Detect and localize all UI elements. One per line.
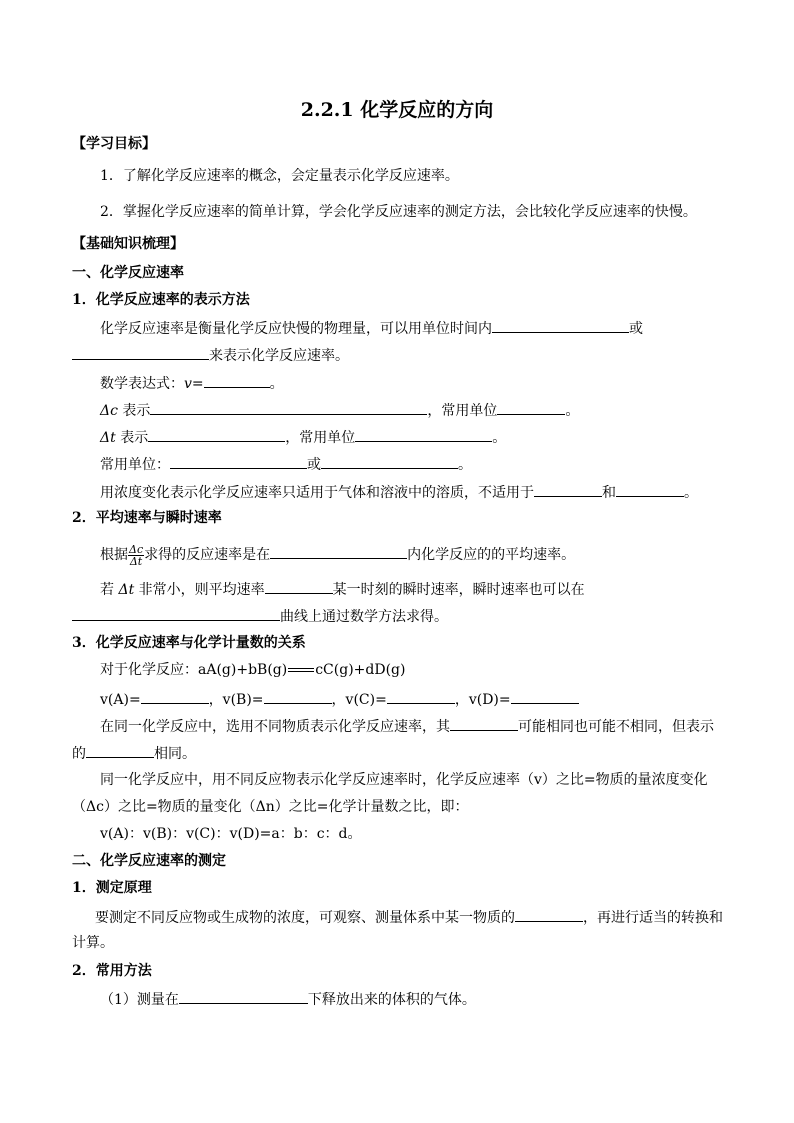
fill-blank[interactable] bbox=[265, 578, 333, 594]
fill-blank[interactable] bbox=[270, 543, 407, 559]
reaction-equation bbox=[100, 660, 405, 680]
text: 对于化学反应： bbox=[100, 662, 198, 678]
objective-2: 2．掌握化学反应速率的简单计算，学会化学反应速率的测定方法，会比较化学反应速率的快慢。 bbox=[100, 204, 697, 220]
heading-2-2: 2．常用方法 bbox=[72, 963, 152, 979]
paragraph-principle-cont: 计算。 bbox=[72, 935, 114, 951]
fraction-numerator: Δc bbox=[129, 542, 144, 556]
text: ，v(B)= bbox=[208, 692, 264, 708]
fraction-dc-dt bbox=[128, 544, 144, 567]
text: 。 bbox=[492, 430, 507, 446]
var-delta-c: Δc bbox=[100, 403, 118, 419]
text: 来表示化学反应速率。 bbox=[209, 348, 349, 364]
text: 相同。 bbox=[154, 746, 196, 762]
delta-c-line bbox=[100, 399, 579, 421]
instant-rate-line-cont bbox=[72, 605, 448, 627]
text: v(A)= bbox=[100, 692, 141, 708]
text: = bbox=[191, 376, 204, 392]
heading-1-3: 3．化学反应速率与化学计量数的关系 bbox=[72, 635, 306, 651]
text: 。 bbox=[269, 376, 284, 392]
text: 根据 bbox=[100, 547, 128, 563]
paragraph-principle bbox=[95, 906, 723, 928]
text: 某一时刻的瞬时速率，瞬时速率也可以在 bbox=[332, 582, 585, 598]
text: 或 bbox=[629, 321, 643, 337]
var-v: v bbox=[184, 376, 192, 392]
text: 求得的反应速率是在 bbox=[144, 547, 271, 563]
equilibrium-sign-icon bbox=[288, 668, 314, 672]
var-delta-t: Δt bbox=[100, 430, 116, 446]
text: 和 bbox=[602, 485, 616, 501]
heading-2: 二、化学反应速率的测定 bbox=[72, 853, 226, 869]
average-rate-line bbox=[100, 543, 575, 567]
text: 内化学反应的的平均速率。 bbox=[407, 547, 576, 563]
fill-blank[interactable] bbox=[616, 481, 684, 497]
paragraph-ratio: 同一化学反应中，用不同反应物表示化学反应速率时，化学反应速率（v）之比=物质的量浓度变化 bbox=[100, 772, 708, 788]
fill-blank[interactable] bbox=[534, 481, 602, 497]
text: ，v(C)= bbox=[331, 692, 387, 708]
fill-blank[interactable] bbox=[150, 399, 427, 415]
text: 化学反应速率是衡量化学反应快慢的物理量，可以用单位时间内 bbox=[100, 321, 492, 337]
applicability-line bbox=[100, 481, 698, 503]
paragraph-rate-def bbox=[100, 317, 643, 339]
fill-blank[interactable] bbox=[204, 372, 270, 388]
fill-blank[interactable] bbox=[72, 605, 280, 621]
text: 用浓度变化表示化学反应速率只适用于气体和溶液中的溶质，不适用于 bbox=[100, 485, 534, 501]
text: ，常用单位 bbox=[285, 430, 356, 446]
text: 表示 bbox=[115, 430, 149, 446]
text: 。 bbox=[458, 457, 472, 473]
text: 的 bbox=[72, 746, 86, 762]
text: ，再进行适当的转换和 bbox=[583, 910, 723, 926]
text: 常用单位： bbox=[100, 457, 170, 473]
text: 在同一化学反应中，选用不同物质表示化学反应速率，其 bbox=[100, 719, 450, 735]
fraction-denominator: Δt bbox=[129, 554, 143, 568]
text: 。 bbox=[565, 403, 580, 419]
paragraph-same-reaction-cont bbox=[72, 742, 196, 764]
method-1 bbox=[100, 988, 476, 1010]
rate-expressions bbox=[100, 688, 579, 710]
fill-blank[interactable] bbox=[86, 742, 154, 758]
text: ，常用单位 bbox=[427, 403, 498, 419]
paragraph-ratio-cont: （Δc）之比=物质的量变化（Δn）之比=化学计量数之比，即： bbox=[72, 799, 469, 815]
fill-blank[interactable] bbox=[515, 906, 583, 922]
objective-1: 1．了解化学反应速率的概念，会定量表示化学反应速率。 bbox=[100, 168, 459, 184]
fill-blank[interactable] bbox=[387, 688, 455, 704]
fill-blank[interactable] bbox=[170, 453, 307, 469]
text: 若 bbox=[100, 582, 119, 598]
text: 要测定不同反应物或生成物的浓度，可观察、测量体系中某一物质的 bbox=[95, 910, 515, 926]
fill-blank[interactable] bbox=[321, 453, 458, 469]
text: 表示 bbox=[117, 403, 151, 419]
section-objectives: 【学习目标】 bbox=[72, 136, 156, 152]
section-basics: 【基础知识梳理】 bbox=[72, 236, 184, 252]
fill-blank[interactable] bbox=[497, 399, 565, 415]
formula-line bbox=[100, 372, 284, 394]
heading-1: 一、化学反应速率 bbox=[72, 265, 184, 281]
fill-blank[interactable] bbox=[72, 344, 209, 360]
heading-1-2: 2．平均速率与瞬时速率 bbox=[72, 510, 222, 526]
text: ，v(D)= bbox=[454, 692, 511, 708]
text: （1）测量在 bbox=[100, 992, 179, 1008]
heading-1-1: 1．化学反应速率的表示方法 bbox=[72, 292, 250, 308]
fill-blank[interactable] bbox=[511, 688, 579, 704]
instant-rate-line bbox=[100, 578, 585, 600]
paragraph-rate-def-cont bbox=[72, 344, 349, 366]
fill-blank[interactable] bbox=[179, 988, 308, 1004]
text: 数学表达式： bbox=[100, 376, 184, 392]
delta-t-line bbox=[100, 426, 506, 448]
fill-blank[interactable] bbox=[141, 688, 209, 704]
fill-blank[interactable] bbox=[450, 715, 518, 731]
doc-title: 2.2.1 化学反应的方向 bbox=[300, 99, 494, 121]
fill-blank[interactable] bbox=[492, 317, 629, 333]
text: 或 bbox=[307, 457, 321, 473]
text: 下释放出来的体积的气体。 bbox=[307, 992, 476, 1008]
fill-blank[interactable] bbox=[355, 426, 492, 442]
text: 。 bbox=[684, 485, 698, 501]
text: 非常小，则平均速率 bbox=[134, 582, 265, 598]
equation-left: aA(g)+bB(g) bbox=[198, 662, 288, 678]
paragraph-same-reaction bbox=[100, 715, 714, 737]
heading-2-1: 1．测定原理 bbox=[72, 880, 152, 896]
text: 曲线上通过数学方法求得。 bbox=[280, 609, 448, 625]
fill-blank[interactable] bbox=[264, 688, 332, 704]
text: 可能相同也可能不相同，但表示 bbox=[518, 719, 714, 735]
ratio-formula: v(A)：v(B)：v(C)：v(D)=a：b：c：d。 bbox=[100, 826, 362, 842]
fill-blank[interactable] bbox=[148, 426, 285, 442]
equation-right: cC(g)+dD(g) bbox=[315, 662, 406, 678]
units-line bbox=[100, 453, 472, 475]
var-delta-t: Δt bbox=[118, 582, 135, 598]
